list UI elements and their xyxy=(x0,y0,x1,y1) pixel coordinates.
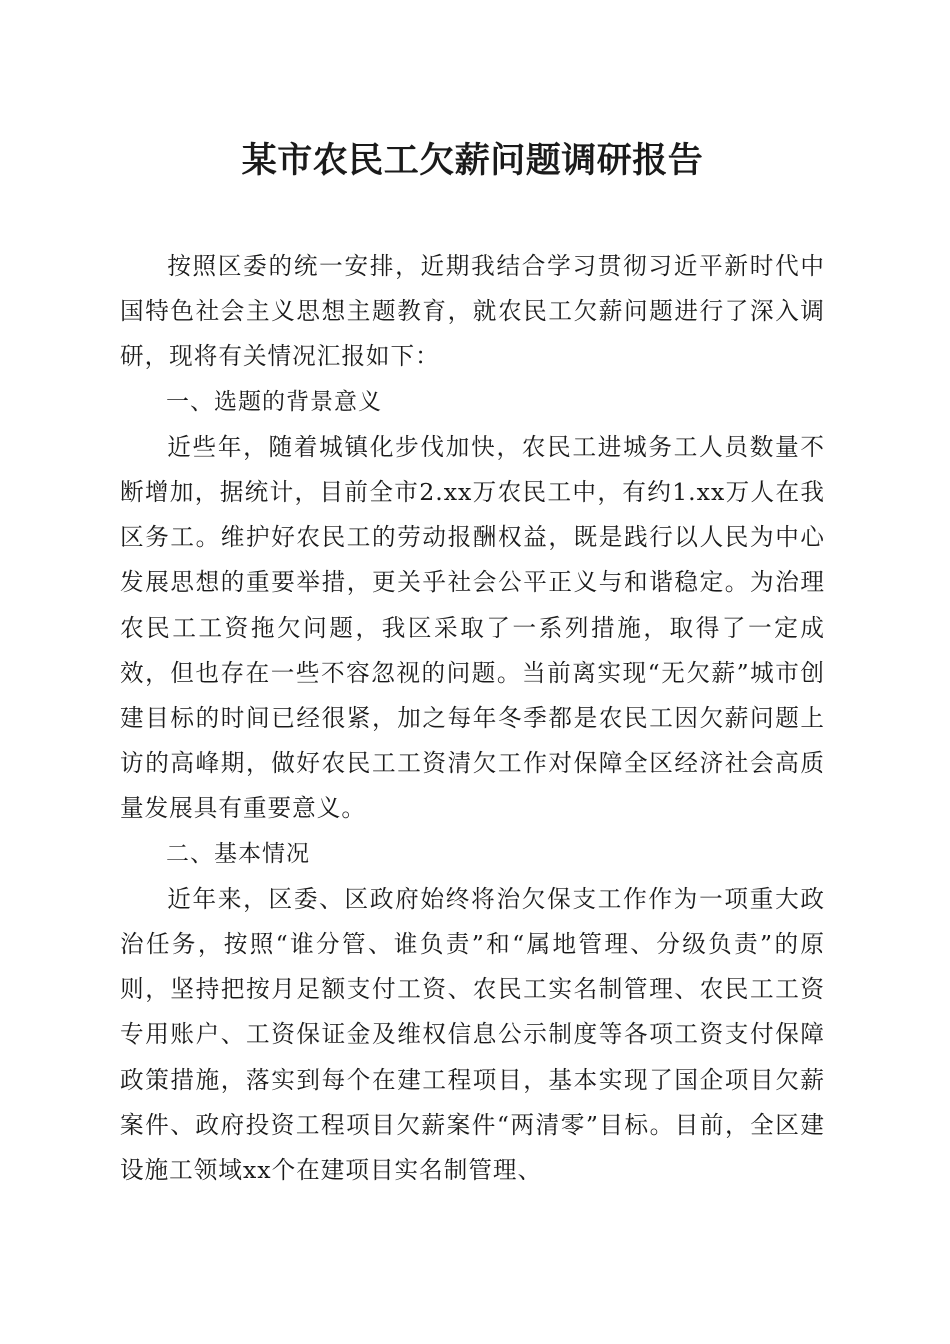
document-title: 某市农民工欠薪问题调研报告 xyxy=(241,140,704,181)
document-page xyxy=(120,136,825,1193)
intro-paragraph: 按照区委的统一安排，近期我结合学习贯彻习近平新时代中国特色社会主义思想主题教育，就农民工欠薪问题进行了深入调研，现将有关情况汇报如下： xyxy=(120,252,825,371)
basic-situation-paragraph: 近年来，区委、区政府始终将治欠保支工作作为一项重大政治任务，按照“谁分管、谁负责”和“属地管理、分级负责”的原则，坚持把按月足额支付工资、农民工实名制管理、农民工工资专用账户、工资保证金及维权信息公示制度等各项工资支付保障政策措施，落实到每个在建工程项目，基本实现了国企项目欠薪案件、政府投资工程项目欠薪案件“两清零”目标。目前，全区建设施工领域xx个在建项目实名制管理、 xyxy=(120,884,825,1185)
background-paragraph: 近些年，随着城镇化步伐加快，农民工进城务工人员数量不断增加，据统计，目前全市2.xx万农民工中，有约1.xx万人在我区务工。维护好农民工的劳动报酬权益，既是践行以人民为中心发展思想的重要举措，更关乎社会公平正义与和谐稳定。为治理农民工工资拖欠问题，我区采取了一系列措施，取得了一定成效，但也存在一些不容忽视的问题。当前离实现“无欠薪”城市创建目标的时间已经很紧，加之每年冬季都是农民工因欠薪问题上访的高峰期，做好农民工工资清欠工作对保障全区经济社会高质量发展具有重要意义。 xyxy=(120,432,825,823)
section-heading-background: 一、选题的背景意义 xyxy=(166,388,382,415)
section-heading-basic-situation: 二、基本情况 xyxy=(166,840,310,867)
